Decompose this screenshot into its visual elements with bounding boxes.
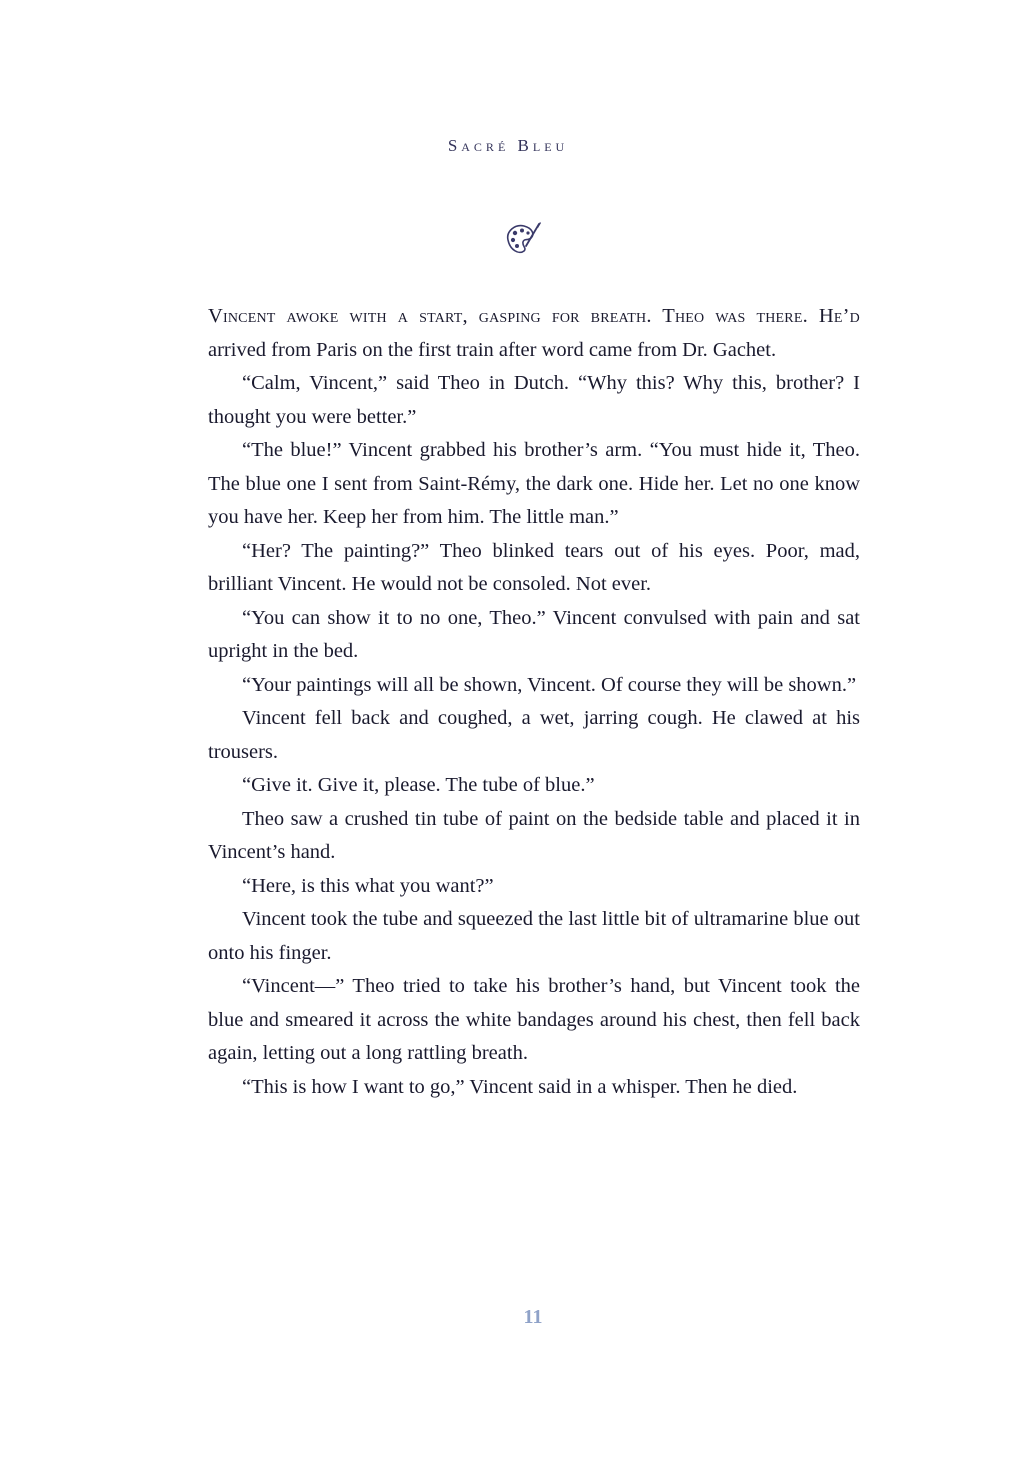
- paragraph: “The blue!” Vincent grabbed his brother’s arm. “You must hide it, Theo. The blue one I sent from Saint-Rémy, the dark one. Hide her. Let no one know you have her. Keep her from him. The little man.”: [208, 439, 860, 528]
- paragraph: Theo saw a crushed tin tube of paint on the bedside table and placed it in Vincent’s hand.: [208, 807, 860, 863]
- paragraph: “Her? The painting?” Theo blinked tears out of his eyes. Poor, mad, brilliant Vincent. He would not be consoled. Not ever.: [208, 539, 860, 595]
- paragraph: “Vincent—” Theo tried to take his brother’s hand, but Vincent took the blue and smeared it across the white bandages around his chest, then fell back again, letting out a long rattling breath.: [208, 975, 860, 1064]
- chapter-body: [208, 300, 860, 1104]
- paragraph: “This is how I want to go,” Vincent said in a whisper. Then he died.: [242, 1075, 798, 1098]
- paragraph: Vincent fell back and coughed, a wet, jarring cough. He clawed at his trousers.: [208, 707, 860, 763]
- small-caps-lead-in: Vincent awoke with a start, gasping for breath. Theo was there. He’d: [208, 305, 860, 327]
- paragraph: “You can show it to no one, Theo.” Vincent convulsed with pain and sat upright in the bed.: [208, 606, 860, 662]
- running-head-title: Sacré Bleu: [447, 136, 569, 155]
- paragraph: Vincent took the tube and squeezed the last little bit of ultramarine blue out onto his finger.: [208, 908, 860, 964]
- page-number: 11: [523, 1306, 543, 1328]
- paragraph: “Give it. Give it, please. The tube of blue.”: [242, 774, 595, 796]
- paragraph: “Your paintings will all be shown, Vincent. Of course they will be shown.”: [242, 673, 857, 696]
- opening-paragraph: [208, 300, 860, 367]
- paint-palette-icon: [502, 220, 542, 256]
- opening-paragraph-rest: arrived from Paris on the first train after word came from Dr. Gachet.: [208, 338, 777, 361]
- paragraph: “Calm, Vincent,” said Theo in Dutch. “Why this? Why this, brother? I thought you were better.”: [208, 372, 860, 428]
- paragraph: “Here, is this what you want?”: [242, 874, 494, 897]
